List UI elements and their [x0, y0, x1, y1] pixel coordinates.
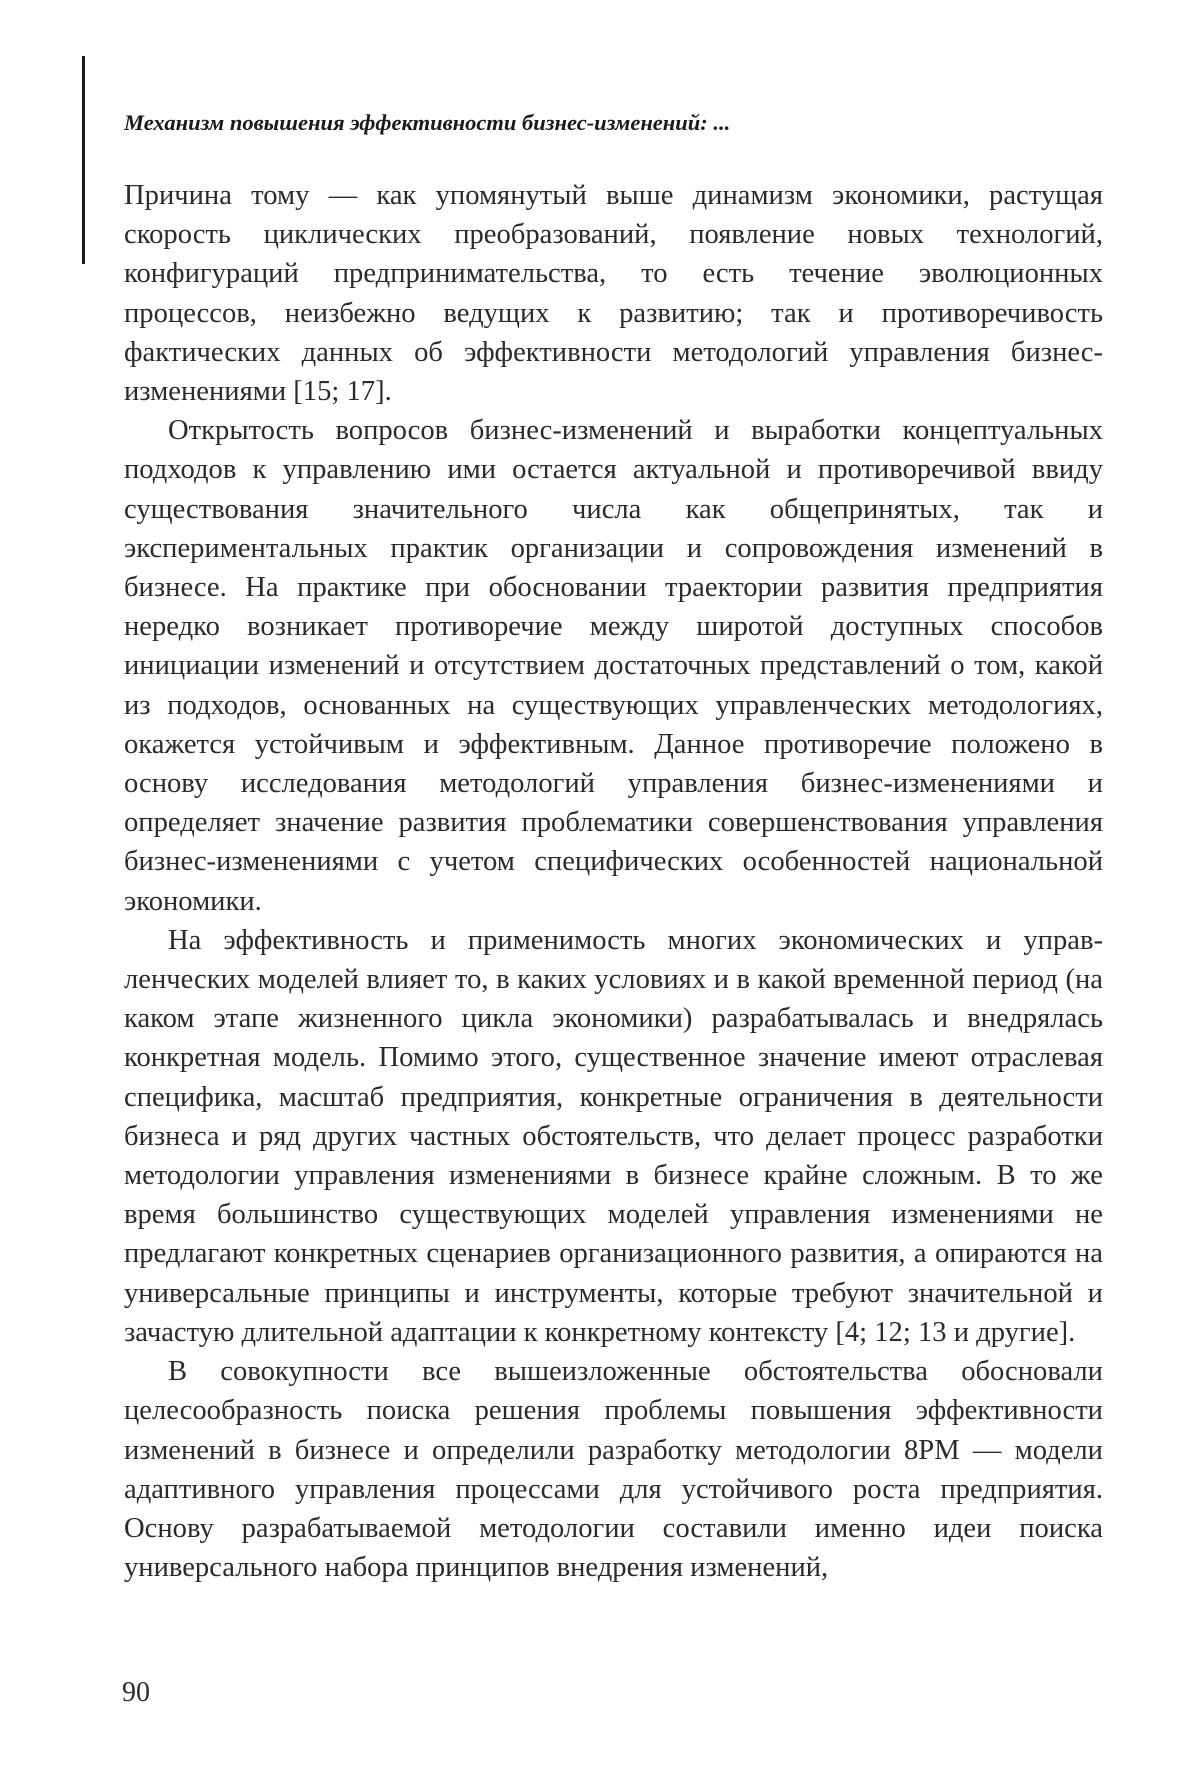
paragraph-1: Причина тому — как упомянутый выше динамизм экономики, растущая скорость циклических преобразований, появление новых технологий, конфигураций предпринимательства, то есть течение эволюционных процессов, неизбежно ведущих к развитию; так и противоречивость фактических данных об эффективности методологий управления биз­нес-изменениями [15; 17].	[124, 176, 1103, 411]
running-head: Механизм повышения эффективности бизнес-изменений: ...	[124, 108, 1104, 138]
paragraph-2: Открытость вопросов бизнес-изменений и выработки концептуаль­ных подходов к управлению ими остается актуальной и противоречи­вой ввиду существования значительного числа как общепринятых, так и экспериментальных практик организации и сопровождения изме­нений в бизнесе. На практике при обосновании траектории развития предприятия нередко возникает противоречие между широтой до­ступных способов инициации изменений и отсутствием достаточных представлений о том, какой из подходов, основанных на существующих управленческих методологиях, окажется устойчивым и эффективным. Данное противоречие положено в основу исследования методологий управления бизнес-изменениями и определяет значение развития про­блематики совершенствования управления бизнес-изменениями с учетом специфических особенностей национальной экономики.	[124, 411, 1103, 921]
page-number: 90	[122, 1676, 150, 1710]
margin-rule	[82, 56, 85, 264]
body-text	[124, 176, 1103, 1587]
paragraph-3: На эффективность и применимость многих экономических и управ­ленческих моделей влияет то, в каких условиях и в какой временной период (на каком этапе жизненного цикла экономики) разрабатывалась и внедрялась конкретная модель. Помимо этого, существенное значение имеют отраслевая специфика, масштаб предприятия, конкретные огра­ничения в деятельности бизнеса и ряд других частных обстоятельств, что делает процесс разработки методологии управления изменениями в бизнесе крайне сложным. В то же время большинство существующих моделей управления изменениями не предлагают конкретных сценариев организационного развития, а опираются на универсальные принципы и инструменты, которые требуют значительной и зачастую длительной адаптации к конкретному контексту [4; 12; 13 и другие].	[124, 921, 1103, 1352]
paragraph-4: В совокупности все вышеизложенные обстоятельства обосновали целесообразность поиска решения проблемы повышения эффективно­сти изменений в бизнесе и определили разработку методологии 8PM — модели адаптивного управления процессами для устойчивого роста предприятия. Основу разрабатываемой методологии составили именно идеи поиска универсального набора принципов внедрения изменений,	[124, 1352, 1103, 1587]
